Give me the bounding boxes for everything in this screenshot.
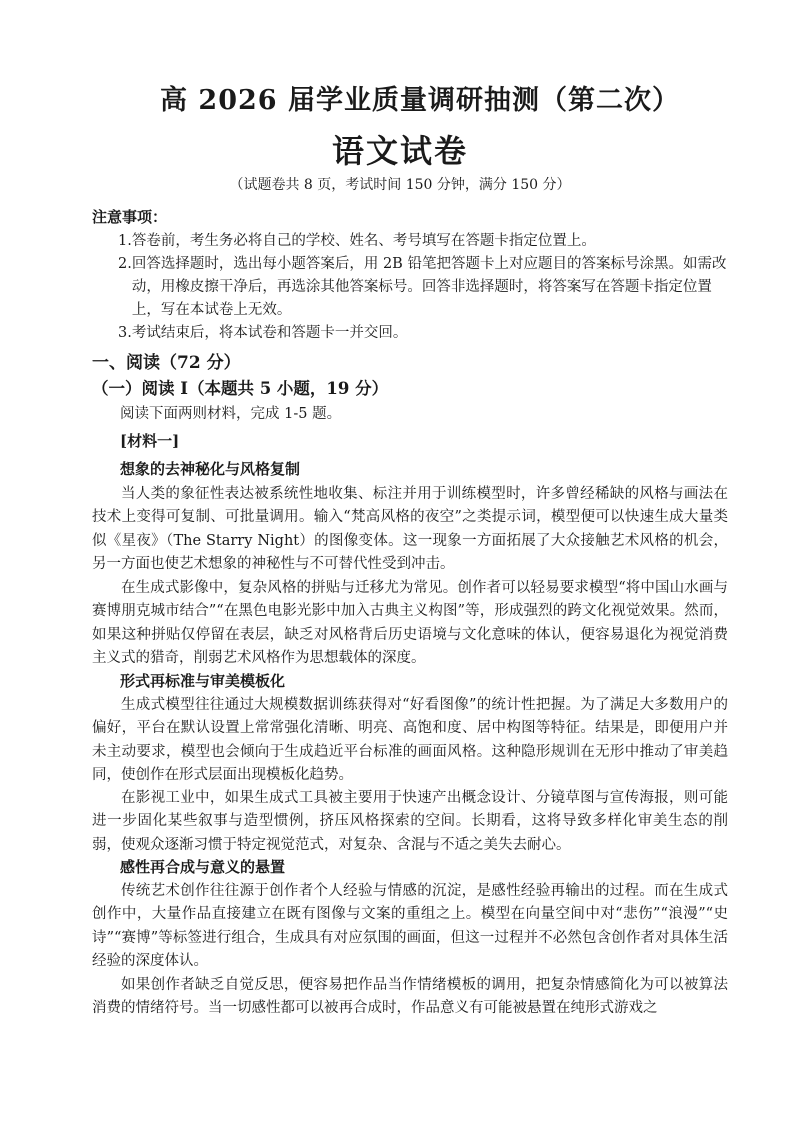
notice-item-text: 答卷前，考生务必将自己的学校、姓名、考号填写在答题卡指定位置上。 [131, 233, 596, 249]
instruction-text: 阅读下面两则材料，完成 1-5 题。 [120, 406, 342, 422]
notice-item [118, 230, 728, 253]
exam-title: 高 2026 届学业质量调研抽测（第二次） [160, 85, 680, 116]
subsection-heading: （一）阅读 I（本题共 5 小题，19 分） [92, 379, 389, 398]
article-subheading: 形式再标准与审美模板化 [120, 672, 286, 690]
notice-item [118, 253, 728, 322]
article-paragraph: 当人类的象征性表达被系统性地收集、标注并用于训练模型时，许多曾经稀缺的风格与画法在技术上变得可复制、可批量调用。输入“梵高风格的夜空”之类提示词，模型便可以快速生成大量类似《星夜》（The Starry Night）的图像变体。这一现象一方面拓展了大众接触艺术风格的机会，另一方面也使艺术想象的神秘性与不可替代性受到冲击。 [92, 486, 728, 572]
subject-title: 语文试卷 [331, 132, 468, 170]
article-paragraph: 在生成式影像中，复杂风格的拼贴与迁移尤为常见。创作者可以轻易要求模型“将中国山水画与赛博朋克城市结合”“在黑色电影光影中加入古典主义构图”等，形成强烈的跨文化视觉效果。然而，如果这种拼贴仅停留在表层，缺乏对风格背后历史语境与文化意味的体认，便容易退化为视觉消费主义式的猎奇，削弱艺术风格作为思想载体的深度。 [92, 580, 728, 666]
article-paragraph: 在影视工业中，如果生成式工具被主要用于快速产出概念设计、分镜草图与宣传海报，则可能进一步固化某些叙事与造型惯例，挤压风格探索的空间。长期看，这将导致多样化审美生态的削弱，使观众逐渐习惯于特定视觉范式，对复杂、含混与不适之美失去耐心。 [92, 790, 728, 853]
notice-item-text: 回答选择题时，选出每小题答案后，用 2B 铅笔把答题卡上对应题目的答案标号涂黑。如需改动，用橡皮擦干净后，再选涂其他答案标号。回答非选择题时，将答案写在答题卡指定位置上，写在本试卷上无效。 [131, 256, 727, 318]
notice-item-number: 1. [118, 233, 132, 249]
notice-item-number: 2. [118, 256, 132, 272]
article-paragraph: 传统艺术创作往往源于创作者个人经验与情感的沉淀，是感性经验再输出的过程。而在生成式创作中，大量作品直接建立在既有图像与文案的重组之上。模型在向量空间中对“悲伤”“浪漫”“史诗”“赛博”等标签进行组合，生成具有对应氛围的画面，但这一过程并不必然包含创作者对具体生活经验的深度体认。 [92, 883, 728, 969]
section-heading: 一、阅读（72 分） [92, 353, 241, 373]
notice-item-text: 考试结束后，将本试卷和答题卡一并交回。 [131, 325, 408, 341]
article-subheading: 想象的去神秘化与风格复制 [120, 460, 301, 478]
notice-item [118, 322, 728, 345]
notice-heading: 注意事项： [92, 208, 168, 226]
article-paragraph: 如果创作者缺乏自觉反思，便容易把作品当作情绪模板的调用，把复杂情感简化为可以被算法消费的情绪符号。当一切感性都可以被再合成时，作品意义有可能被悬置在纯形式游戏之 [92, 977, 728, 1017]
material-label: [材料一] [120, 432, 180, 450]
notice-list [118, 230, 728, 345]
exam-info: （试题卷共 8 页，考试时间 150 分钟，满分 150 分） [229, 177, 571, 193]
article-paragraph: 生成式模型往往通过大规模数据训练获得对“好看图像”的统计性把握。为了满足大多数用户的偏好，平台在默认设置上常常强化清晰、明亮、高饱和度、居中构图等特征。结果是，即便用户并未主动要求，模型也会倾向于生成趋近平台标准的画面风格。这种隐形规训在无形中推动了审美趋同，使创作在形式层面出现模板化趋势。 [92, 697, 728, 783]
notice-item-number: 3. [118, 325, 132, 341]
article-subheading: 感性再合成与意义的悬置 [120, 858, 286, 876]
